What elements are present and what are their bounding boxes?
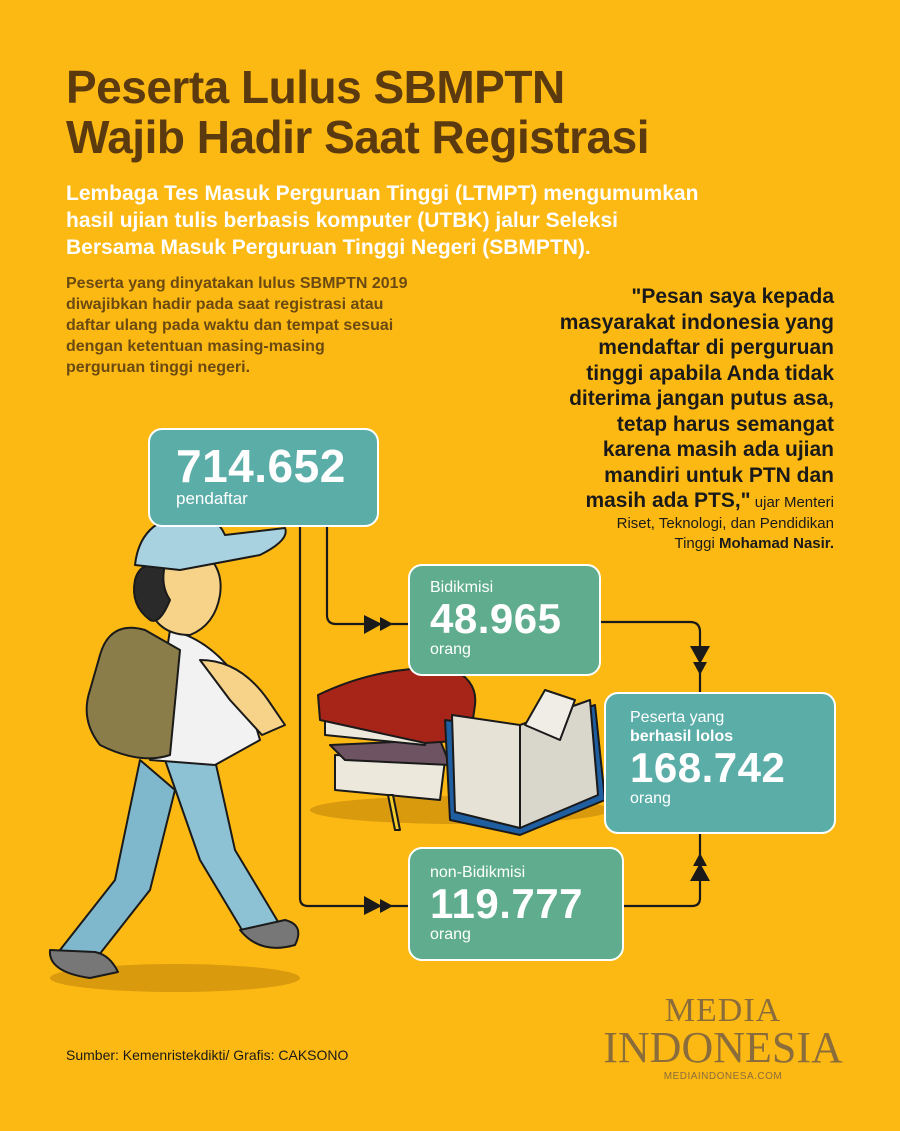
bidikmisi-unit: orang — [430, 641, 471, 658]
passed-box — [604, 692, 836, 834]
subtitle-line: Bersama Masuk Perguruan Tinggi Negeri (SBMPTN). — [66, 236, 591, 259]
registrants-unit: pendaftar — [176, 489, 248, 508]
intro-line: Peserta yang dinyatakan lulus SBMPTN 2019 — [66, 275, 408, 292]
registrants-box — [148, 428, 379, 527]
passed-value: 168.742 — [630, 744, 786, 791]
passed-label-line1: Peserta yang — [630, 709, 725, 726]
bidikmisi-value: 48.965 — [430, 595, 562, 642]
quote-line: mandiri untuk PTN dan — [604, 463, 834, 487]
logo-line-2: INDONESIA — [603, 1023, 843, 1072]
subtitle-line: Lembaga Tes Masuk Perguruan Tinggi (LTMPT) mengumumkan — [66, 182, 699, 205]
passed-label-line2: berhasil lolos — [630, 728, 734, 745]
intro-line: diwajibkan hadir pada saat registrasi atau — [66, 296, 384, 313]
logo-url: MEDIAINDONESA.COM — [663, 1071, 783, 1082]
non-bidikmisi-value: 119.777 — [430, 880, 584, 927]
logo-line-1: MEDIA — [664, 992, 782, 1029]
student-illustration-icon — [50, 515, 298, 978]
quote-line: tinggi apabila Anda tidak — [586, 361, 834, 385]
subtitle-line: hasil ujian tulis berbasis komputer (UTBK) jalur Seleksi — [66, 209, 618, 232]
speaker-name: Mohamad Nasir. — [718, 534, 834, 552]
quote-line: diterima jangan putus asa, — [569, 387, 834, 410]
media-indonesia-logo — [603, 992, 843, 1082]
attribution-prefix: Tinggi — [674, 534, 719, 552]
intro-line: daftar ulang pada waktu dan tempat sesuai — [66, 317, 394, 334]
quote-line: "Pesan saya kepada — [631, 285, 834, 308]
bidikmisi-box — [408, 564, 601, 676]
quote-line: masyarakat indonesia yang — [559, 310, 834, 334]
quote-line: tetap harus semangat — [616, 412, 834, 436]
intro-line: perguruan tinggi negeri. — [66, 359, 251, 376]
intro-line: dengan ketentuan masing-masing — [66, 338, 325, 355]
quote-line: masih ada PTS," — [585, 489, 751, 512]
bidikmisi-label: Bidikmisi — [430, 579, 494, 596]
source-credit: Sumber: Kemenristekdikti/ Grafis: CAKSONO — [66, 1047, 349, 1063]
quote-line: mendaftar di perguruan — [598, 336, 834, 359]
non-bidikmisi-unit: orang — [430, 926, 471, 943]
quote-line: karena masih ada ujian — [602, 438, 834, 461]
registrants-value: 714.652 — [176, 440, 346, 492]
title-line-1: Peserta Lulus SBMPTN — [66, 61, 565, 113]
quote-attribution-line: Riset, Teknologi, dan Pendidikan — [616, 514, 834, 532]
quote-attribution: ujar Menteri — [750, 494, 834, 511]
title-line-2: Wajib Hadir Saat Registrasi — [66, 111, 649, 163]
non-bidikmisi-box — [408, 847, 624, 961]
non-bidikmisi-label: non-Bidikmisi — [430, 864, 526, 881]
passed-unit: orang — [630, 790, 671, 807]
